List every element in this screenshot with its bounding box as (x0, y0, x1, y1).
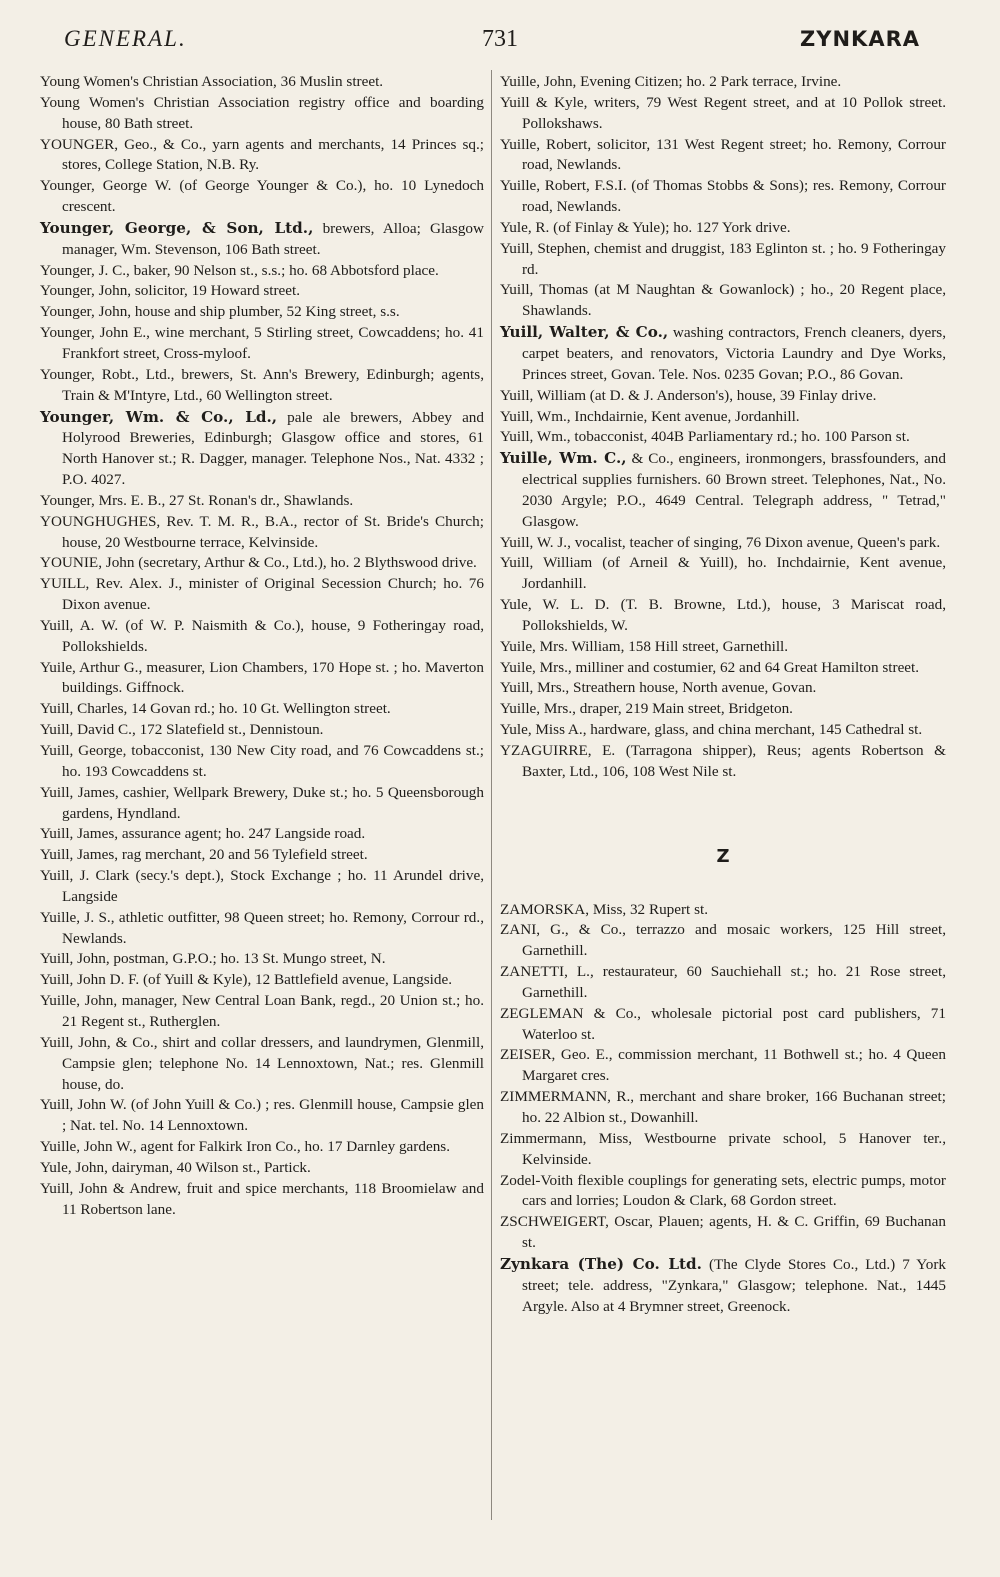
directory-entry (500, 533, 946, 554)
directory-entry (40, 218, 484, 261)
entry-text: YOUNGER, Geo., & Co., yarn agents and merchants, 14 Princes sq.; stores, College Station, N.B. Ry. (40, 135, 484, 174)
entry-text: ZSCHWEIGERT, Oscar, Plauen; agents, H. & C. Griffin, 69 Buchanan st. (500, 1213, 946, 1252)
directory-entry (40, 1158, 484, 1179)
entry-text: Yule, R. (of Finlay & Yule); ho. 127 York drive. (500, 218, 791, 236)
directory-entry (500, 1087, 946, 1129)
entry-text: & Co., engineers, ironmongers, brassfounders, and electrical supplies furnishers. 60 Brown street. Telephones, Nat., No. 2030 Argyle; P.O., 4649 Central. Telegraph address, " Tetrad," Glasgow. (522, 450, 946, 530)
directory-entry (500, 72, 946, 93)
directory-entry (40, 491, 484, 512)
z-section-entries (500, 900, 946, 1318)
directory-entry (500, 218, 946, 239)
entry-name: Yuill, Walter, & Co., (500, 323, 669, 342)
entry-text: Yuille, Robert, solicitor, 131 West Regent street; ho. Remony, Corrour road, Newlands. (500, 135, 946, 174)
directory-entry (40, 1179, 484, 1221)
directory-entry (500, 1045, 946, 1087)
entry-text: (The Clyde Stores Co., Ltd.) 7 York street; tele. address, "Zynkara," Glasgow; telephone. Nat., 1445 Argyle. Also at 4 Brymner street, Greenock. (522, 1255, 946, 1315)
entry-text: ZIMMERMANN, R., merchant and share broker, 166 Buchanan street; ho. 22 Albion st., Dowanhill. (500, 1088, 946, 1126)
right-column (500, 72, 946, 1317)
directory-entry (40, 574, 484, 616)
entry-name: Zynkara (The) Co. Ltd. (500, 1254, 702, 1273)
directory-entry (500, 1129, 946, 1171)
directory-entry (40, 783, 484, 825)
entry-name: Younger, Wm. & Co., Ld., (40, 407, 278, 426)
directory-entry (500, 322, 946, 386)
entry-text: Yuile, Arthur G., measurer, Lion Chambers, 170 Hope st. ; ho. Maverton buildings. Giffnock. (40, 658, 484, 697)
directory-entry (40, 616, 484, 658)
directory-entry (500, 1171, 946, 1213)
entry-text: Yuill, John W. (of John Yuill & Co.) ; res. Glenmill house, Campsie glen ; Nat. tel. No. 14 Lennoxtown. (40, 1096, 484, 1135)
entry-text: Yuill, William (of Arneil & Yuill), ho. Inchdairnie, Kent avenue, Jordanhill. (500, 554, 946, 593)
entry-text: Yuille, John, Evening Citizen; ho. 2 Park terrace, Irvine. (500, 73, 842, 90)
entry-text: Yuill, A. W. (of W. P. Naismith & Co.), house, 9 Fotheringay road, Pollokshields. (40, 616, 484, 655)
entry-text: YOUNGHUGHES, Rev. T. M. R., B.A., rector of St. Bride's Church; house, 20 Westbourne terrace, Kelvinside. (40, 512, 484, 551)
directory-entry (500, 1212, 946, 1254)
directory-entry (40, 302, 484, 323)
entry-text: Yuill, John, & Co., shirt and collar dressers, and laundrymen, Glenmill, Campsie glen; telephone No. 14 Lennoxtown, Nat.; res. Glenmill house, do. (40, 1033, 484, 1093)
entry-text: ZAMORSKA, Miss, 32 Rupert st. (500, 900, 709, 918)
entry-text: Yuille, Robert, F.S.I. (of Thomas Stobbs & Sons); res. Remony, Corrour road, Newlands. (500, 177, 946, 216)
page-number: 731 (482, 26, 518, 52)
entry-text: YUILL, Rev. Alex. J., minister of Original Secession Church; ho. 76 Dixon avenue. (40, 575, 484, 614)
entry-text: Yuill, J. Clark (secy.'s dept.), Stock Exchange ; ho. 11 Arundel drive, Langside (40, 867, 484, 905)
entry-text: YZAGUIRRE, E. (Tarragona shipper), Reus; agents Robertson & Baxter, Ltd., 106, 108 West Nile st. (500, 742, 946, 780)
entry-text: Yuill, David C., 172 Slatefield st., Dennistoun. (40, 721, 324, 739)
entry-text: Yule, W. L. D. (T. B. Browne, Ltd.), house, 3 Mariscat road, Pollokshields, W. (500, 596, 946, 634)
entry-text: Younger, George W. (of George Younger & Co.), ho. 10 Lynedoch crescent. (40, 177, 484, 216)
directory-entry (40, 553, 484, 574)
directory-entry (500, 427, 946, 448)
entry-text: pale ale brewers, Abbey and Holyrood Breweries, Edinburgh; Glasgow office and stores, 61 North Hanover st.; R. Dagger, manager. Telephone Nos., Nat. 4332 ; P.O. 4027. (62, 408, 484, 489)
directory-entry (500, 741, 946, 783)
directory-entry (40, 658, 484, 700)
entry-text: Yuill, John, postman, G.P.O.; ho. 13 St. Mungo street, N. (40, 950, 386, 968)
entry-name: Yuille, Wm. C., (500, 449, 627, 468)
entry-text: Yuill, Thomas (at M Naughtan & Gowanlock) ; ho., 20 Regent place, Shawlands. (500, 281, 946, 320)
entry-text: Yuille, Mrs., draper, 219 Main street, Bridgeton. (500, 700, 793, 718)
entry-text: Yuill, James, assurance agent; ho. 247 Langside road. (40, 825, 366, 843)
entry-text: Younger, John E., wine merchant, 5 Stirling street, Cowcaddens; ho. 41 Frankfort street, Cross-myloof. (40, 324, 484, 362)
directory-entry (40, 1033, 484, 1096)
directory-entry (40, 949, 484, 970)
directory-entry (40, 699, 484, 720)
directory-entry (40, 908, 484, 950)
entry-text: brewers, Alloa; Glasgow manager, Wm. Stevenson, 106 Bath street. (62, 219, 484, 258)
entry-name: Younger, George, & Son, Ltd., (40, 218, 314, 237)
directory-entry (500, 595, 946, 637)
running-head-left: GENERAL. (64, 26, 187, 51)
entry-text: Yule, Miss A., hardware, glass, and china merchant, 145 Cathedral st. (500, 721, 923, 739)
entry-text: ZEISER, Geo. E., commission merchant, 11 Bothwell st.; ho. 4 Queen Margaret cres. (500, 1046, 946, 1085)
directory-entry (40, 1137, 484, 1158)
directory-entry (500, 699, 946, 720)
directory-entry (500, 93, 946, 135)
entry-text: Yuill, John D. F. (of Yuill & Kyle), 12 Battlefield avenue, Langside. (40, 971, 453, 989)
entry-text: washing contractors, French cleaners, dyers, carpet beaters, and renovators, Victoria Laundry and Dye Works, Princes street, Govan. Tele. Nos. 0235 Govan; P.O., 86 Govan. (522, 324, 946, 383)
entry-text: Yuill, William (at D. & J. Anderson's), house, 39 Finlay drive. (500, 386, 877, 404)
directory-entry (500, 920, 946, 962)
directory-entry (500, 135, 946, 177)
entry-text: Yuill, Stephen, chemist and druggist, 183 Eglinton st. ; ho. 9 Fotheringay rd. (500, 239, 946, 278)
directory-entry (500, 678, 946, 699)
running-head-right: ZYNKARA (800, 27, 920, 51)
entry-text: ZEGLEMAN & Co., wholesale pictorial post card publishers, 71 Waterloo st. (500, 1004, 946, 1043)
right-column-entries (500, 72, 946, 783)
entry-text: Zimmermann, Miss, Westbourne private school, 5 Hanover ter., Kelvinside. (500, 1129, 946, 1168)
entry-text: YOUNIE, John (secretary, Arthur & Co., Ltd.), ho. 2 Blythswood drive. (40, 554, 477, 572)
entry-text: Yuill, Wm., Inchdairnie, Kent avenue, Jordanhill. (500, 407, 800, 425)
directory-entry (500, 280, 946, 322)
entry-text: Yuille, J. S., athletic outfitter, 98 Queen street; ho. Remony, Corrour rd., Newlands. (40, 908, 484, 947)
section-letter: Z (716, 845, 730, 867)
entry-text: Yuile, Mrs. William, 158 Hill street, Garnethill. (500, 637, 789, 655)
directory-entry (40, 281, 484, 302)
left-column (40, 72, 484, 1220)
entry-text: Yuill, Charles, 14 Govan rd.; ho. 10 Gt. Wellington street. (40, 700, 391, 718)
directory-entry (500, 386, 946, 407)
directory-entry (500, 448, 946, 532)
directory-entry (500, 239, 946, 281)
entry-text: ZANETTI, L., restaurateur, 60 Sauchiehall st.; ho. 21 Rose street, Garnethill. (500, 963, 946, 1001)
directory-entry (40, 135, 484, 177)
entry-text: Younger, John, solicitor, 19 Howard street. (40, 282, 301, 300)
directory-entry (40, 176, 484, 218)
column-divider (491, 70, 492, 1520)
directory-entry (40, 720, 484, 741)
directory-entry (40, 261, 484, 282)
directory-entry (40, 93, 484, 135)
entry-text: Yuill, Wm., tobacconist, 404B Parliamentary rd.; ho. 100 Parson st. (500, 428, 910, 446)
entry-text: Yuill, W. J., vocalist, teacher of singing, 76 Dixon avenue, Queen's park. (500, 533, 941, 551)
entry-text: Young Women's Christian Association, 36 Muslin street. (40, 73, 384, 90)
entry-text: Yuill, Mrs., Streathern house, North avenue, Govan. (500, 679, 817, 697)
entry-text: Younger, John, house and ship plumber, 52 King street, s.s. (40, 303, 400, 321)
directory-entry (500, 900, 946, 921)
directory-entry (40, 991, 484, 1033)
entry-text: Yuille, John, manager, New Central Loan Bank, regd., 20 Union st.; ho. 21 Regent st., Rutherglen. (40, 992, 484, 1030)
entry-text: Zodel-Voith flexible couplings for generating sets, electric pumps, motor cars and lorries; Loudon & Clark, 68 Gordon street. (500, 1171, 946, 1210)
entry-text: Younger, Robt., Ltd., brewers, St. Ann's Brewery, Edinburgh; agents, Train & M'Intyre, Ltd., 60 Wellington street. (40, 365, 484, 404)
directory-entry (40, 1095, 484, 1137)
directory-entry (500, 720, 946, 741)
directory-entry (500, 637, 946, 658)
directory-entry (500, 658, 946, 679)
entry-text: Yuill, James, cashier, Wellpark Brewery, Duke st.; ho. 5 Queensborough gardens, Hyndland. (40, 783, 484, 822)
entry-text: ZANI, G., & Co., terrazzo and mosaic workers, 125 Hill street, Garnethill. (500, 921, 946, 960)
entry-text: Younger, Mrs. E. B., 27 St. Ronan's dr., Shawlands. (40, 491, 354, 509)
directory-entry (40, 824, 484, 845)
directory-entry (40, 407, 484, 491)
directory-entry (40, 845, 484, 866)
entry-text: Yuill, John & Andrew, fruit and spice merchants, 118 Broomielaw and 11 Robertson lane. (40, 1179, 484, 1218)
entry-text: Young Women's Christian Association registry office and boarding house, 80 Bath street. (40, 93, 484, 132)
entry-text: Yuill & Kyle, writers, 79 West Regent street, and at 10 Pollok street. Pollokshaws. (500, 93, 946, 132)
directory-entry (500, 1254, 946, 1318)
entry-text: Yuile, Mrs., milliner and costumier, 62 and 64 Great Hamilton street. (500, 658, 920, 676)
directory-entry (40, 970, 484, 991)
directory-entry (40, 72, 484, 93)
directory-entry (40, 323, 484, 365)
directory-entry (500, 962, 946, 1004)
entry-text: Yule, John, dairyman, 40 Wilson st., Partick. (40, 1158, 311, 1176)
directory-entry (40, 866, 484, 908)
directory-entry (500, 176, 946, 218)
entry-text: Yuill, George, tobacconist, 130 New City road, and 76 Cowcaddens st.; ho. 193 Cowcaddens st. (40, 742, 484, 780)
directory-entry (40, 741, 484, 783)
directory-entry (40, 365, 484, 407)
directory-entry (500, 407, 946, 428)
entry-text: Younger, J. C., baker, 90 Nelson st., s.s.; ho. 68 Abbotsford place. (40, 261, 439, 279)
directory-entry (500, 553, 946, 595)
directory-entry (40, 512, 484, 554)
entry-text: Yuille, John W., agent for Falkirk Iron Co., ho. 17 Darnley gardens. (40, 1138, 450, 1156)
entry-text: Yuill, James, rag merchant, 20 and 56 Tylefield street. (40, 846, 368, 864)
directory-entry (500, 1004, 946, 1046)
